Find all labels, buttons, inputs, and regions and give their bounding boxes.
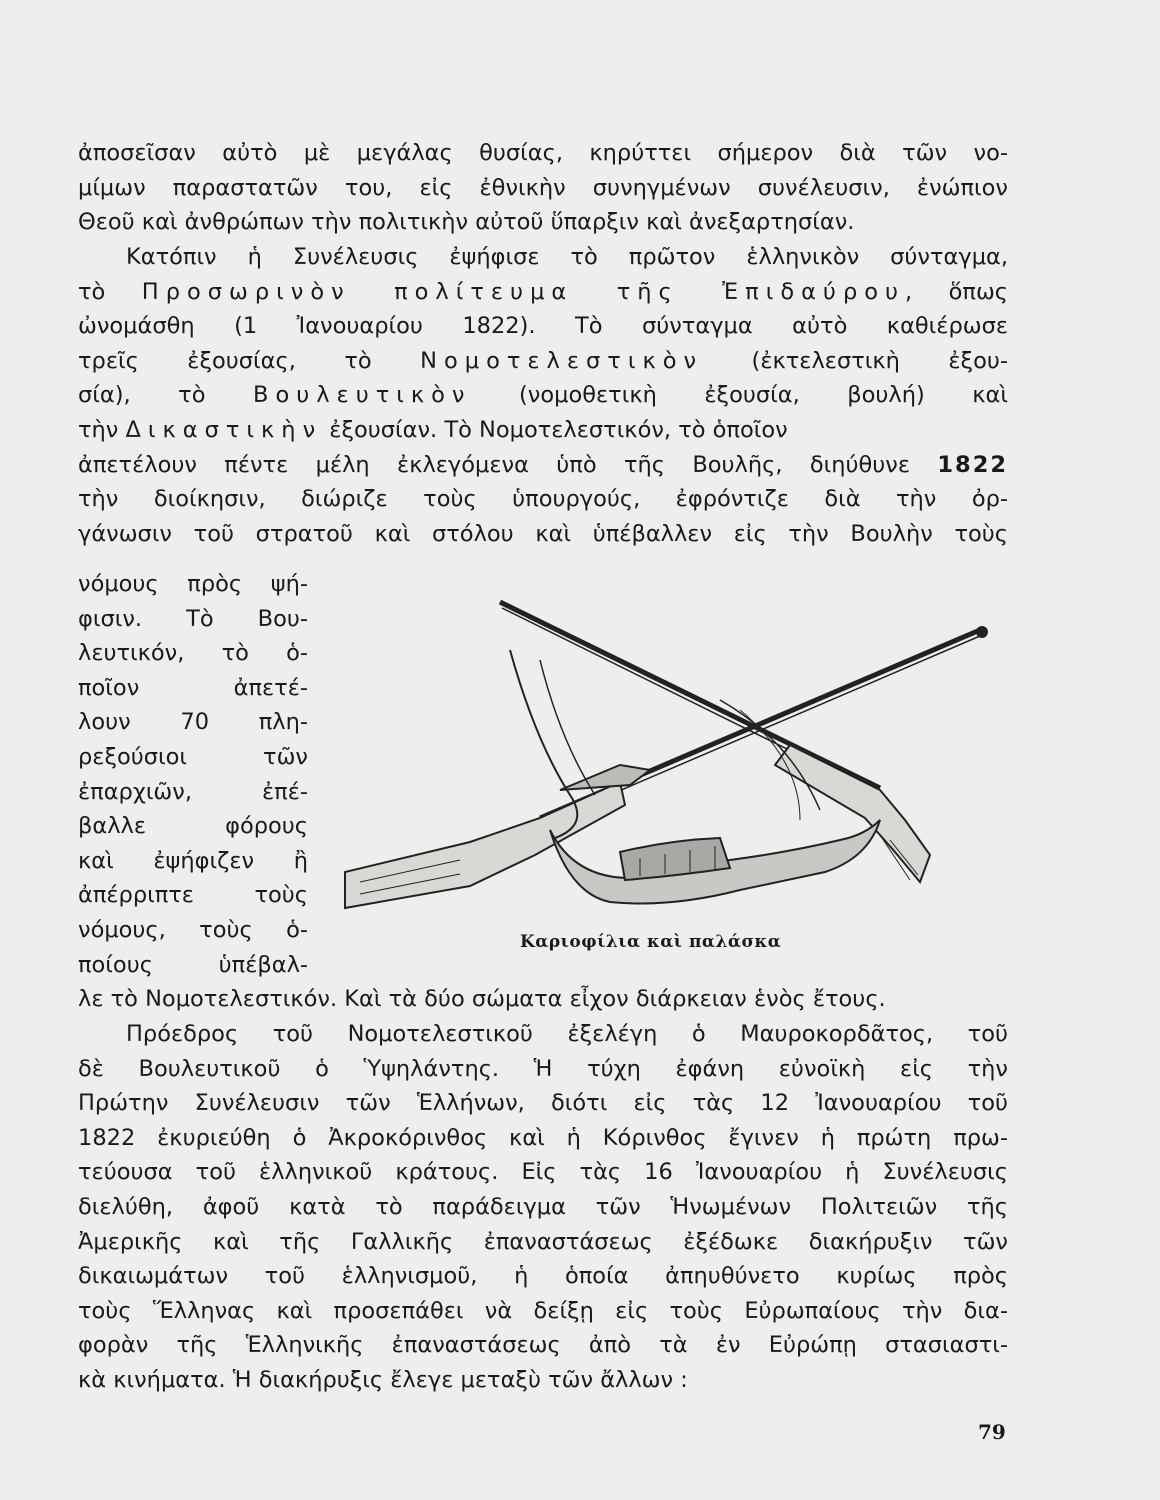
text-line: 1822 ἐκυριεύθη ὁ Ἀκροκόρινθος καὶ ἡ Κόρινθος ἔγινεν ἡ πρώτη πρω- [78,1124,1008,1151]
page-number: 79 [978,1420,1006,1444]
text-line: ἀποσεῖσαν αὐτὸ μὲ μεγάλας θυσίας, κηρύττει σήμερον διὰ τῶν νο- [78,140,1008,166]
text-line: λευτικόν, τὸ ὁ- [78,640,308,667]
text-line: Ἀμερικῆς καὶ τῆς Γαλλικῆς ἐπαναστάσεως ἐξέδωκε διακήρυξιν τῶν [78,1228,1008,1255]
text-line: λε τὸ Νομοτελεστικόν. Καὶ τὰ δύο σώματα εἶχον διάρκειαν ἑνὸς ἔτους. [78,986,886,1012]
text-line: δικαιωμάτων τοῦ ἑλληνισμοῦ, ἡ ὁποία ἀπηυθύνετο κυρίως πρὸς [78,1263,1008,1290]
text-line: φισιν. Τὸ Βου- [78,605,308,632]
figure-caption: Καριοφίλια καὶ παλάσκα [520,932,782,952]
text-line: δὲ Βουλευτικοῦ ὁ Ὑψηλάντης. Ἡ τύχη ἐφάνη εὐνοϊκὴ εἰς τὴν [78,1055,1008,1082]
text-line: τοὺς Ἕλληνας καὶ προσεπάθει νὰ δείξῃ εἰς τοὺς Εὐρωπαίους τὴν δια- [78,1297,1008,1324]
text-line: τὴν διοίκησιν, διώριζε τοὺς ὑπουργούς, ἐφρόντιζε διὰ τὴν ὀρ- [78,486,1008,513]
narrow-column [78,567,308,982]
text-line: νόμους πρὸς ψή- [78,571,308,597]
text-line: ποῖον ἀπετέ- [78,674,308,701]
top-paragraph [78,136,1008,240]
text-line: βαλλε φόρους [78,813,308,840]
muskets-illustration [320,590,1020,960]
text-line: τὴν Δικαστικὴν ἐξουσίαν. Τὸ Νομοτελεστικόν, τὸ ὁποῖον [78,416,788,443]
text-line: τὸ Προσωρινὸν πολίτευμα τῆς Ἐπιδαύρου, ὅπως [78,278,1008,305]
after-figure-line [78,982,1008,1017]
text-line: ἀπέρριπτε τοὺς [78,882,308,909]
text-line: ποίους ὑπέβαλ- [78,951,308,978]
text-line: γάνωσιν τοῦ στρατοῦ καὶ στόλου καὶ ὑπέβαλλεν εἰς τὴν Βουλὴν τοὺς [78,520,1008,547]
text-line: κὰ κινήματα. Ἡ διακήρυξις ἔλεγε μεταξὺ τῶν ἄλλων : [78,1366,688,1393]
presidents-paragraph [78,1017,1008,1398]
text-line: Θεοῦ καὶ ἀνθρώπων τὴν πολιτικὴν αὐτοῦ ὕπαρξιν καὶ ἀνεξαρτησίαν. [78,209,855,236]
emphasis-term: Βουλευτικὸν [253,382,472,409]
emphasis-term: Νομοτελεστικὸν [420,347,704,374]
emphasis-term: Προσωρινὸν πολίτευμα τῆς Ἐπιδαύρου [141,278,906,305]
emphasis-term: Δικαστικὴν [125,416,323,443]
text-line: Πρώτην Συνέλευσιν τῶν Ἑλλήνων, διότι εἰς τὰς 12 Ἰανουαρίου τοῦ [78,1090,1008,1117]
text-line: Κατόπιν ἡ Συνέλευσις ἐψήφισε τὸ πρῶτον ἑλληνικὸν σύνταγμα, [126,244,1008,270]
year-marker: 1822 [937,451,1009,478]
text-line: Πρόεδρος τοῦ Νομοτελεστικοῦ ἐξελέγη ὁ Μαυροκορδᾶτος, τοῦ [126,1021,1008,1047]
text-line: φορὰν τῆς Ἑλληνικῆς ἐπαναστάσεως ἀπὸ τὰ ἐν Εὐρώπῃ στασιαστι- [78,1332,1008,1359]
text-line: μίμων παραστατῶν του, εἰς ἐθνικὴν συνηγμένων συνέλευσιν, ἐνώπιον [78,174,1008,201]
text-line: ὠνομάσθη (1 Ἰανουαρίου 1822). Τὸ σύνταγμα αὐτὸ καθιέρωσε [78,313,1008,340]
text-line: ρεξούσιοι τῶν [78,743,308,770]
text-line: νόμους, τοὺς ὁ- [78,916,308,943]
text-line: διελύθη, ἀφοῦ κατὰ τὸ παράδειγμα τῶν Ἡνωμένων Πολιτειῶν τῆς [78,1193,1008,1220]
text-line: ἀπετέλουν πέντε μέλη ἐκλεγόμενα ὑπὸ τῆς Βουλῆς, διηύθυνε 1822 [78,451,1009,478]
text-line: σία), τὸ Βουλευτικὸν (νομοθετικὴ ἐξουσία, βουλή) καὶ [78,382,1008,409]
text-line: ἐπαρχιῶν, ἐπέ- [78,778,308,805]
constitution-paragraph [78,240,1008,551]
text-line: τρεῖς ἐξουσίας, τὸ Νομοτελεστικὸν (ἐκτελεστικὴ ἐξου- [78,347,1008,374]
text-line: καὶ ἐψήφιζεν ἢ [78,847,308,874]
text-line: τεύουσα τοῦ ἑλληνικοῦ κράτους. Εἰς τὰς 16 Ἰανουαρίου ἡ Συνέλευσις [78,1159,1008,1186]
text-line: λουν 70 πλη- [78,709,308,736]
